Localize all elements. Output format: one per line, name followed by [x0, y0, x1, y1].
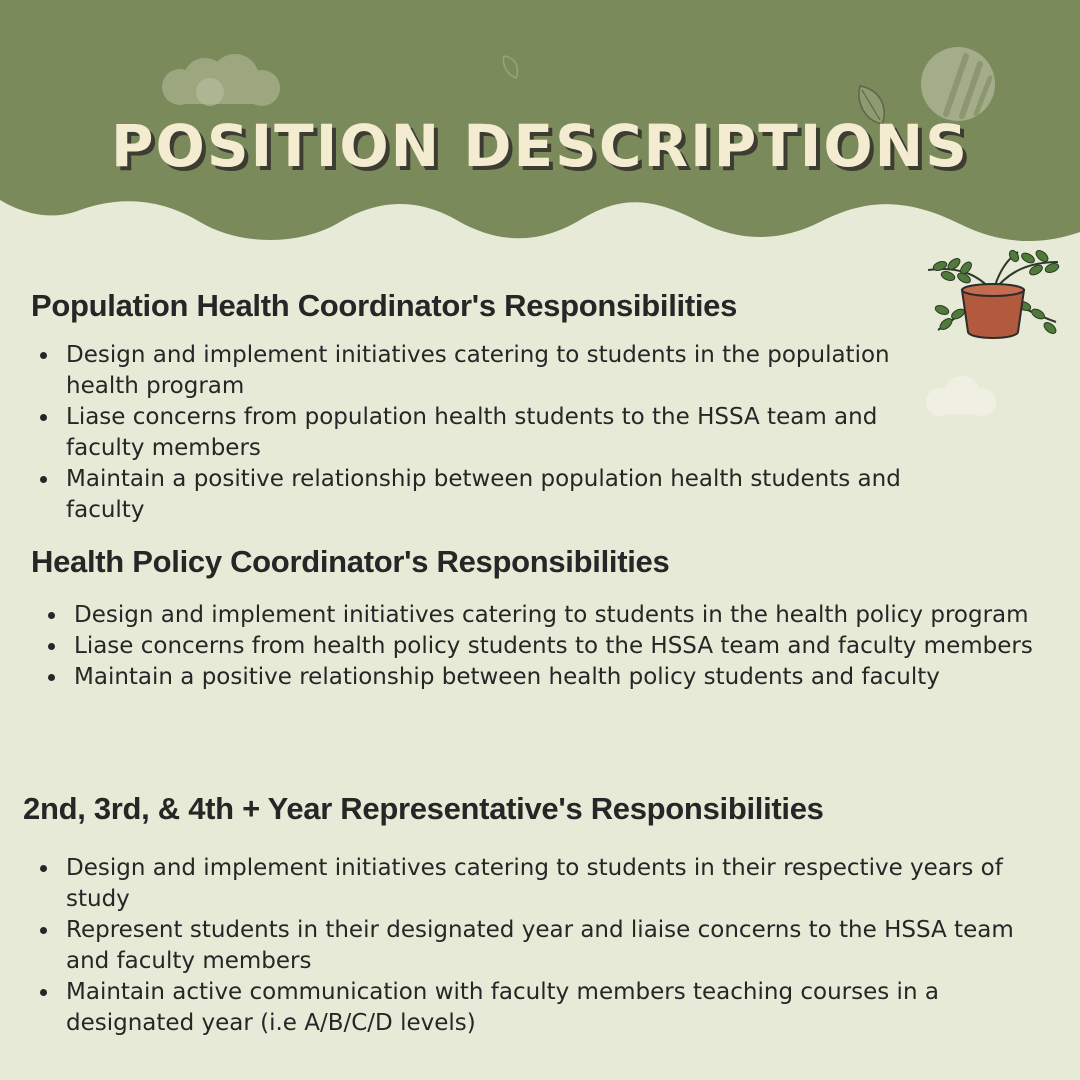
bullet-icon — [48, 674, 55, 681]
bullet-icon — [48, 643, 55, 650]
responsibilities-list-health-policy — [38, 600, 1038, 693]
bullet-icon — [40, 476, 47, 483]
bullet-icon — [40, 927, 47, 934]
list-item: Represent students in their designated year and liaise concerns to the HSSA team and faculty members — [30, 915, 1020, 977]
bullet-icon — [40, 865, 47, 872]
section-heading-year-representative: 2nd, 3rd, & 4th + Year Representative's Responsibilities — [23, 791, 824, 826]
bullet-icon — [48, 612, 55, 619]
bullet-icon — [40, 352, 47, 359]
cloud-icon — [150, 52, 290, 112]
list-item: Design and implement initiatives catering to students in the population health program — [30, 340, 940, 402]
page-title: POSITION DESCRIPTIONS — [111, 112, 969, 180]
section-heading-population-health: Population Health Coordinator's Responsibilities — [31, 288, 738, 323]
list-item: Maintain active communication with faculty members teaching courses in a designated year (i.e A/B/C/D levels) — [30, 977, 1020, 1039]
bullet-icon — [40, 989, 47, 996]
section-heading-health-policy: Health Policy Coordinator's Responsibilities — [31, 544, 670, 579]
potted-plant-icon — [918, 244, 1068, 344]
leaf-icon — [500, 52, 522, 82]
list-item: Design and implement initiatives catering to students in the health policy program — [38, 600, 1038, 631]
list-item: Design and implement initiatives catering to students in their respective years of study — [30, 853, 1020, 915]
list-item: Liase concerns from health policy students to the HSSA team and faculty members — [38, 631, 1038, 662]
bullet-icon — [40, 414, 47, 421]
list-item: Maintain a positive relationship between health policy students and faculty — [38, 662, 1038, 693]
list-item: Liase concerns from population health students to the HSSA team and faculty members — [30, 402, 940, 464]
responsibilities-list-year-representative — [30, 853, 1020, 1039]
responsibilities-list-population-health — [30, 340, 940, 526]
list-item: Maintain a positive relationship between population health students and faculty — [30, 464, 940, 526]
